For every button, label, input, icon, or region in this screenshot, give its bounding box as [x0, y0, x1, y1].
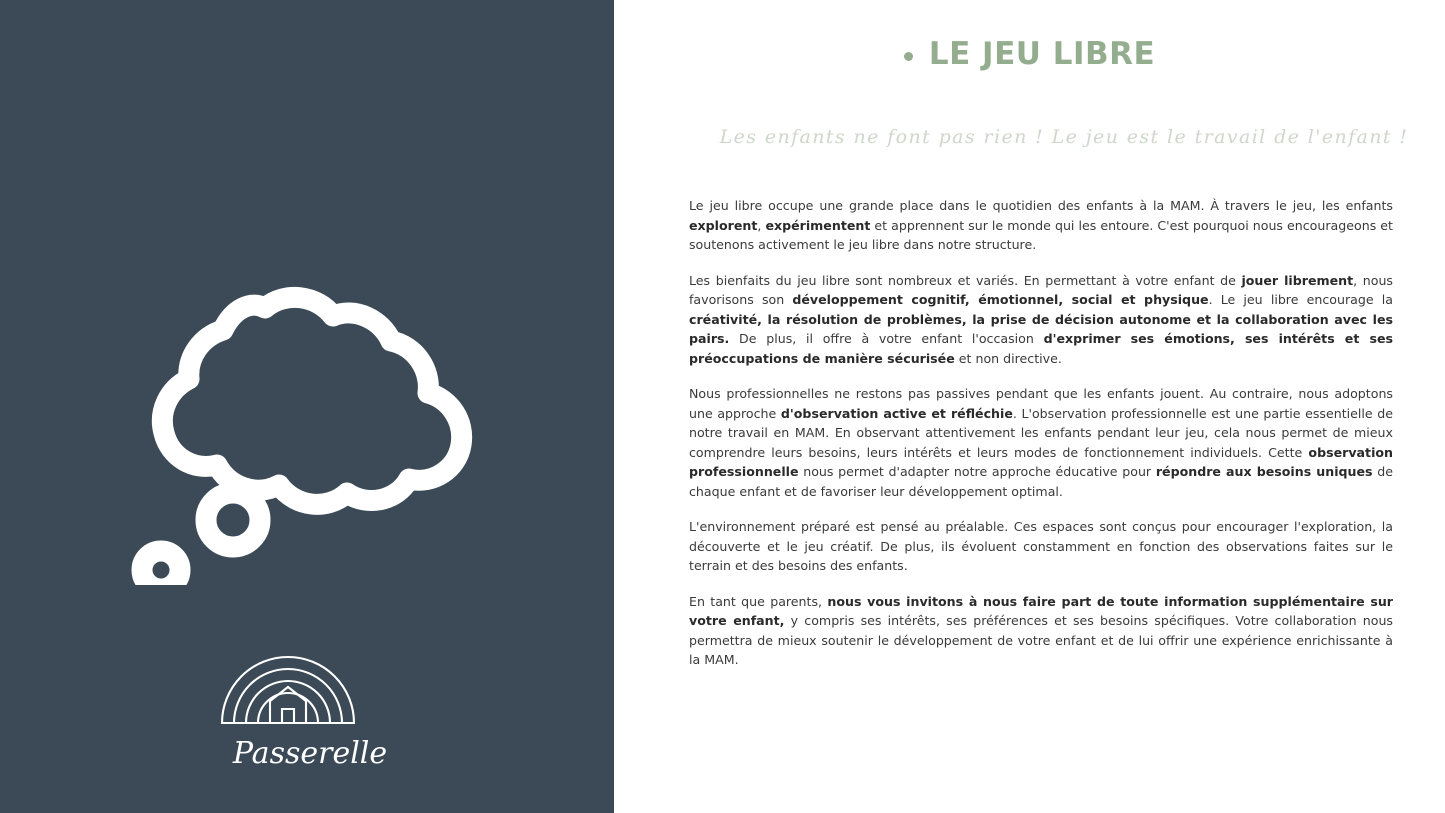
plain-text: et apprennent sur le monde qui les entoure. C'est pourquoi nous encourageons et soutenons activement le jeu libre dans notre structure.	[689, 217, 1393, 252]
plain-text: ,	[757, 217, 766, 233]
plain-text: , nous favorisons son	[689, 272, 1393, 307]
plain-text: y compris ses intérêts, ses préférences et ses besoins spécifiques. Votre collaboration nous permettra de mieux soutenir le développement de votre enfant et de lui offrir une expérience enrichissante à la MAM.	[689, 613, 1393, 667]
plain-text: . Le jeu libre encourage la	[1208, 292, 1393, 307]
body-paragraph	[689, 517, 1393, 576]
brand-wordmark: Passerelle	[232, 736, 388, 771]
plain-text: nous permet d'adapter notre approche éducative pour	[798, 464, 1156, 479]
emphasis-text: expérimentent	[765, 217, 871, 233]
plain-text: de chaque enfant et de favoriser leur développement optimal.	[689, 464, 1393, 499]
plain-text: De plus, il offre à votre enfant l'occasion	[729, 331, 1044, 346]
plain-text: Les bienfaits du jeu libre sont nombreux et variés. En permettant à votre enfant de	[689, 272, 1242, 288]
plain-text: . L'observation professionnelle est une partie essentielle de notre travail en MAM. En observant attentivement les enfants pendant leur jeu, cela nous permet de mieux comprendre leurs besoins, leurs intérêts et leurs modes de fonctionnement individuels. Cette	[689, 405, 1393, 460]
plain-text: L'environnement préparé est pensé au préalable. Ces espaces sont conçus pour encourager l'exploration, la découverte et le jeu créatif. De plus, ils évoluent constamment en fonction des observations faites sur le terrain et des besoins des enfants.	[689, 519, 1393, 573]
emphasis-text: explorent	[689, 217, 758, 233]
emphasis-text: d'observation active et réfléchie	[780, 405, 1013, 421]
left-illustration-panel	[0, 0, 614, 813]
thought-cloud-icon	[105, 215, 505, 585]
plain-text: et non directive.	[954, 350, 1062, 366]
emphasis-text: répondre aux besoins uniques	[1155, 464, 1373, 479]
plain-text: En tant que parents,	[689, 593, 828, 609]
plain-text: Le jeu libre occupe une grande place dans le quotidien des enfants à la MAM. À travers le jeu, les enfants	[689, 198, 1393, 213]
body-paragraph	[689, 196, 1393, 255]
page-subtitle: Les enfants ne font pas rien ! Le jeu est le travail de l'enfant !	[719, 126, 1409, 148]
plain-text: Nous professionnelles ne restons pas passives pendant que les enfants jouent. Au contraire, nous adoptons une approche	[689, 386, 1393, 421]
emphasis-text: nous vous invitons à nous faire part de toute information supplémentaire sur votre enfant,	[689, 593, 1393, 628]
body-text	[689, 196, 1393, 670]
emphasis-text: d'exprimer ses émotions, ses intérêts et ses préoccupations de manière sécurisée	[689, 331, 1393, 366]
page-title-row	[614, 36, 1445, 72]
body-paragraph	[689, 271, 1393, 369]
body-paragraph	[689, 592, 1393, 670]
right-content-panel	[614, 0, 1445, 813]
body-paragraph	[689, 384, 1393, 501]
emphasis-text: créativité, la résolution de problèmes, la prise de décision autonome et la collaboration avec les pairs.	[689, 311, 1393, 346]
bullet-dot-icon	[904, 52, 913, 61]
rainbow-house-logo-icon	[200, 645, 420, 775]
emphasis-text: observation professionnelle	[689, 444, 1393, 479]
emphasis-text: développement cognitif, émotionnel, social et physique	[792, 292, 1209, 307]
page-title: LE JEU LIBRE	[928, 36, 1156, 72]
emphasis-text: jouer librement	[1241, 272, 1354, 288]
